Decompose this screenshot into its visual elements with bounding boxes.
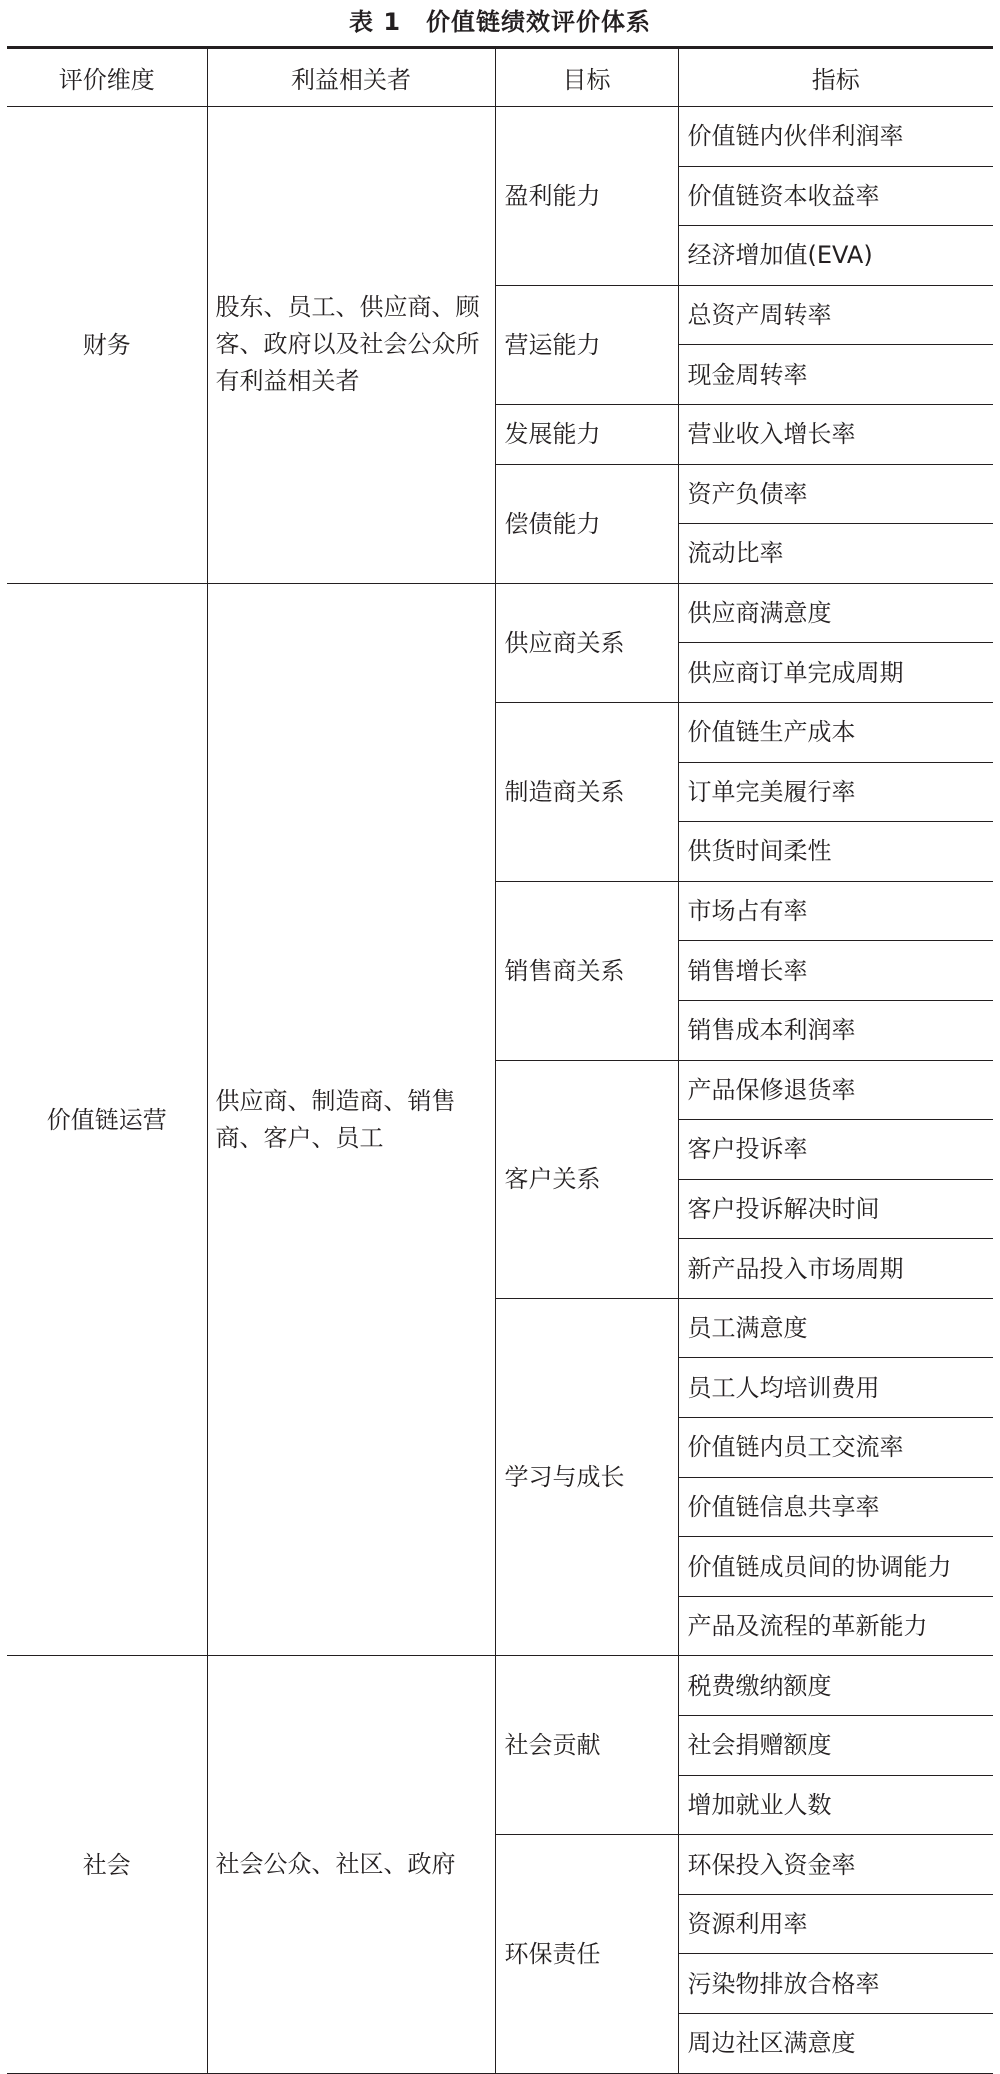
goal-cell: 偿债能力 (495, 464, 678, 583)
indicator-cell: 营业收入增长率 (678, 404, 993, 464)
header-stakeholders: 利益相关者 (207, 48, 495, 107)
indicator-cell: 增加就业人数 (678, 1775, 993, 1835)
indicator-cell: 销售成本利润率 (678, 1000, 993, 1060)
stakeholders-cell: 股东、员工、供应商、顾客、政府以及社会公众所有利益相关者 (207, 107, 495, 584)
header-row (7, 48, 993, 107)
indicator-cell: 价值链成员间的协调能力 (678, 1537, 993, 1597)
indicator-cell: 销售增长率 (678, 941, 993, 1001)
indicator-cell: 员工满意度 (678, 1298, 993, 1358)
indicator-cell: 周边社区满意度 (678, 2014, 993, 2074)
stakeholders-cell: 供应商、制造商、销售商、客户、员工 (207, 583, 495, 1656)
indicator-cell: 订单完美履行率 (678, 762, 993, 822)
indicator-cell: 价值链内伙伴利润率 (678, 107, 993, 167)
indicator-cell: 产品及流程的革新能力 (678, 1596, 993, 1656)
goal-cell: 销售商关系 (495, 881, 678, 1060)
indicator-cell: 供应商订单完成周期 (678, 643, 993, 703)
indicator-cell: 客户投诉率 (678, 1120, 993, 1180)
header-indicator: 指标 (678, 48, 993, 107)
goal-cell: 社会贡献 (495, 1656, 678, 1835)
indicator-cell: 环保投入资金率 (678, 1835, 993, 1895)
goal-cell: 营运能力 (495, 285, 678, 404)
goal-cell: 客户关系 (495, 1060, 678, 1298)
indicator-cell: 价值链生产成本 (678, 702, 993, 762)
indicator-cell: 新产品投入市场周期 (678, 1239, 993, 1299)
indicator-cell: 供货时间柔性 (678, 822, 993, 882)
indicator-cell: 资源利用率 (678, 1894, 993, 1954)
indicator-cell: 客户投诉解决时间 (678, 1179, 993, 1239)
section-group (7, 583, 993, 1656)
section-group (7, 1656, 993, 2073)
goal-cell: 制造商关系 (495, 702, 678, 881)
goal-cell: 学习与成长 (495, 1298, 678, 1656)
indicator-cell: 价值链资本收益率 (678, 166, 993, 226)
goal-cell: 盈利能力 (495, 107, 678, 286)
header-goal: 目标 (495, 48, 678, 107)
evaluation-table-container (7, 46, 993, 2074)
goal-cell: 发展能力 (495, 404, 678, 464)
indicator-cell: 社会捐赠额度 (678, 1716, 993, 1776)
indicator-cell: 经济增加值(EVA) (678, 226, 993, 286)
dimension-cell: 社会 (7, 1656, 207, 2073)
stakeholders-cell: 社会公众、社区、政府 (207, 1656, 495, 2073)
evaluation-table (7, 46, 993, 2074)
goal-cell: 供应商关系 (495, 583, 678, 702)
section-group (7, 107, 993, 584)
table-row (7, 1656, 993, 1716)
table-row (7, 107, 993, 167)
dimension-cell: 财务 (7, 107, 207, 584)
indicator-cell: 价值链信息共享率 (678, 1477, 993, 1537)
indicator-cell: 税费缴纳额度 (678, 1656, 993, 1716)
indicator-cell: 员工人均培训费用 (678, 1358, 993, 1418)
table-header (7, 48, 993, 107)
indicator-cell: 供应商满意度 (678, 583, 993, 643)
dimension-cell: 价值链运营 (7, 583, 207, 1656)
goal-cell: 环保责任 (495, 1835, 678, 2073)
indicator-cell: 流动比率 (678, 524, 993, 584)
indicator-cell: 产品保修退货率 (678, 1060, 993, 1120)
table-row (7, 583, 993, 643)
indicator-cell: 市场占有率 (678, 881, 993, 941)
indicator-cell: 资产负债率 (678, 464, 993, 524)
indicator-cell: 污染物排放合格率 (678, 1954, 993, 2014)
indicator-cell: 价值链内员工交流率 (678, 1418, 993, 1478)
table-caption: 表 1 价值链绩效评价体系 (348, 8, 652, 36)
indicator-cell: 总资产周转率 (678, 285, 993, 345)
header-dimension: 评价维度 (7, 48, 207, 107)
indicator-cell: 现金周转率 (678, 345, 993, 405)
